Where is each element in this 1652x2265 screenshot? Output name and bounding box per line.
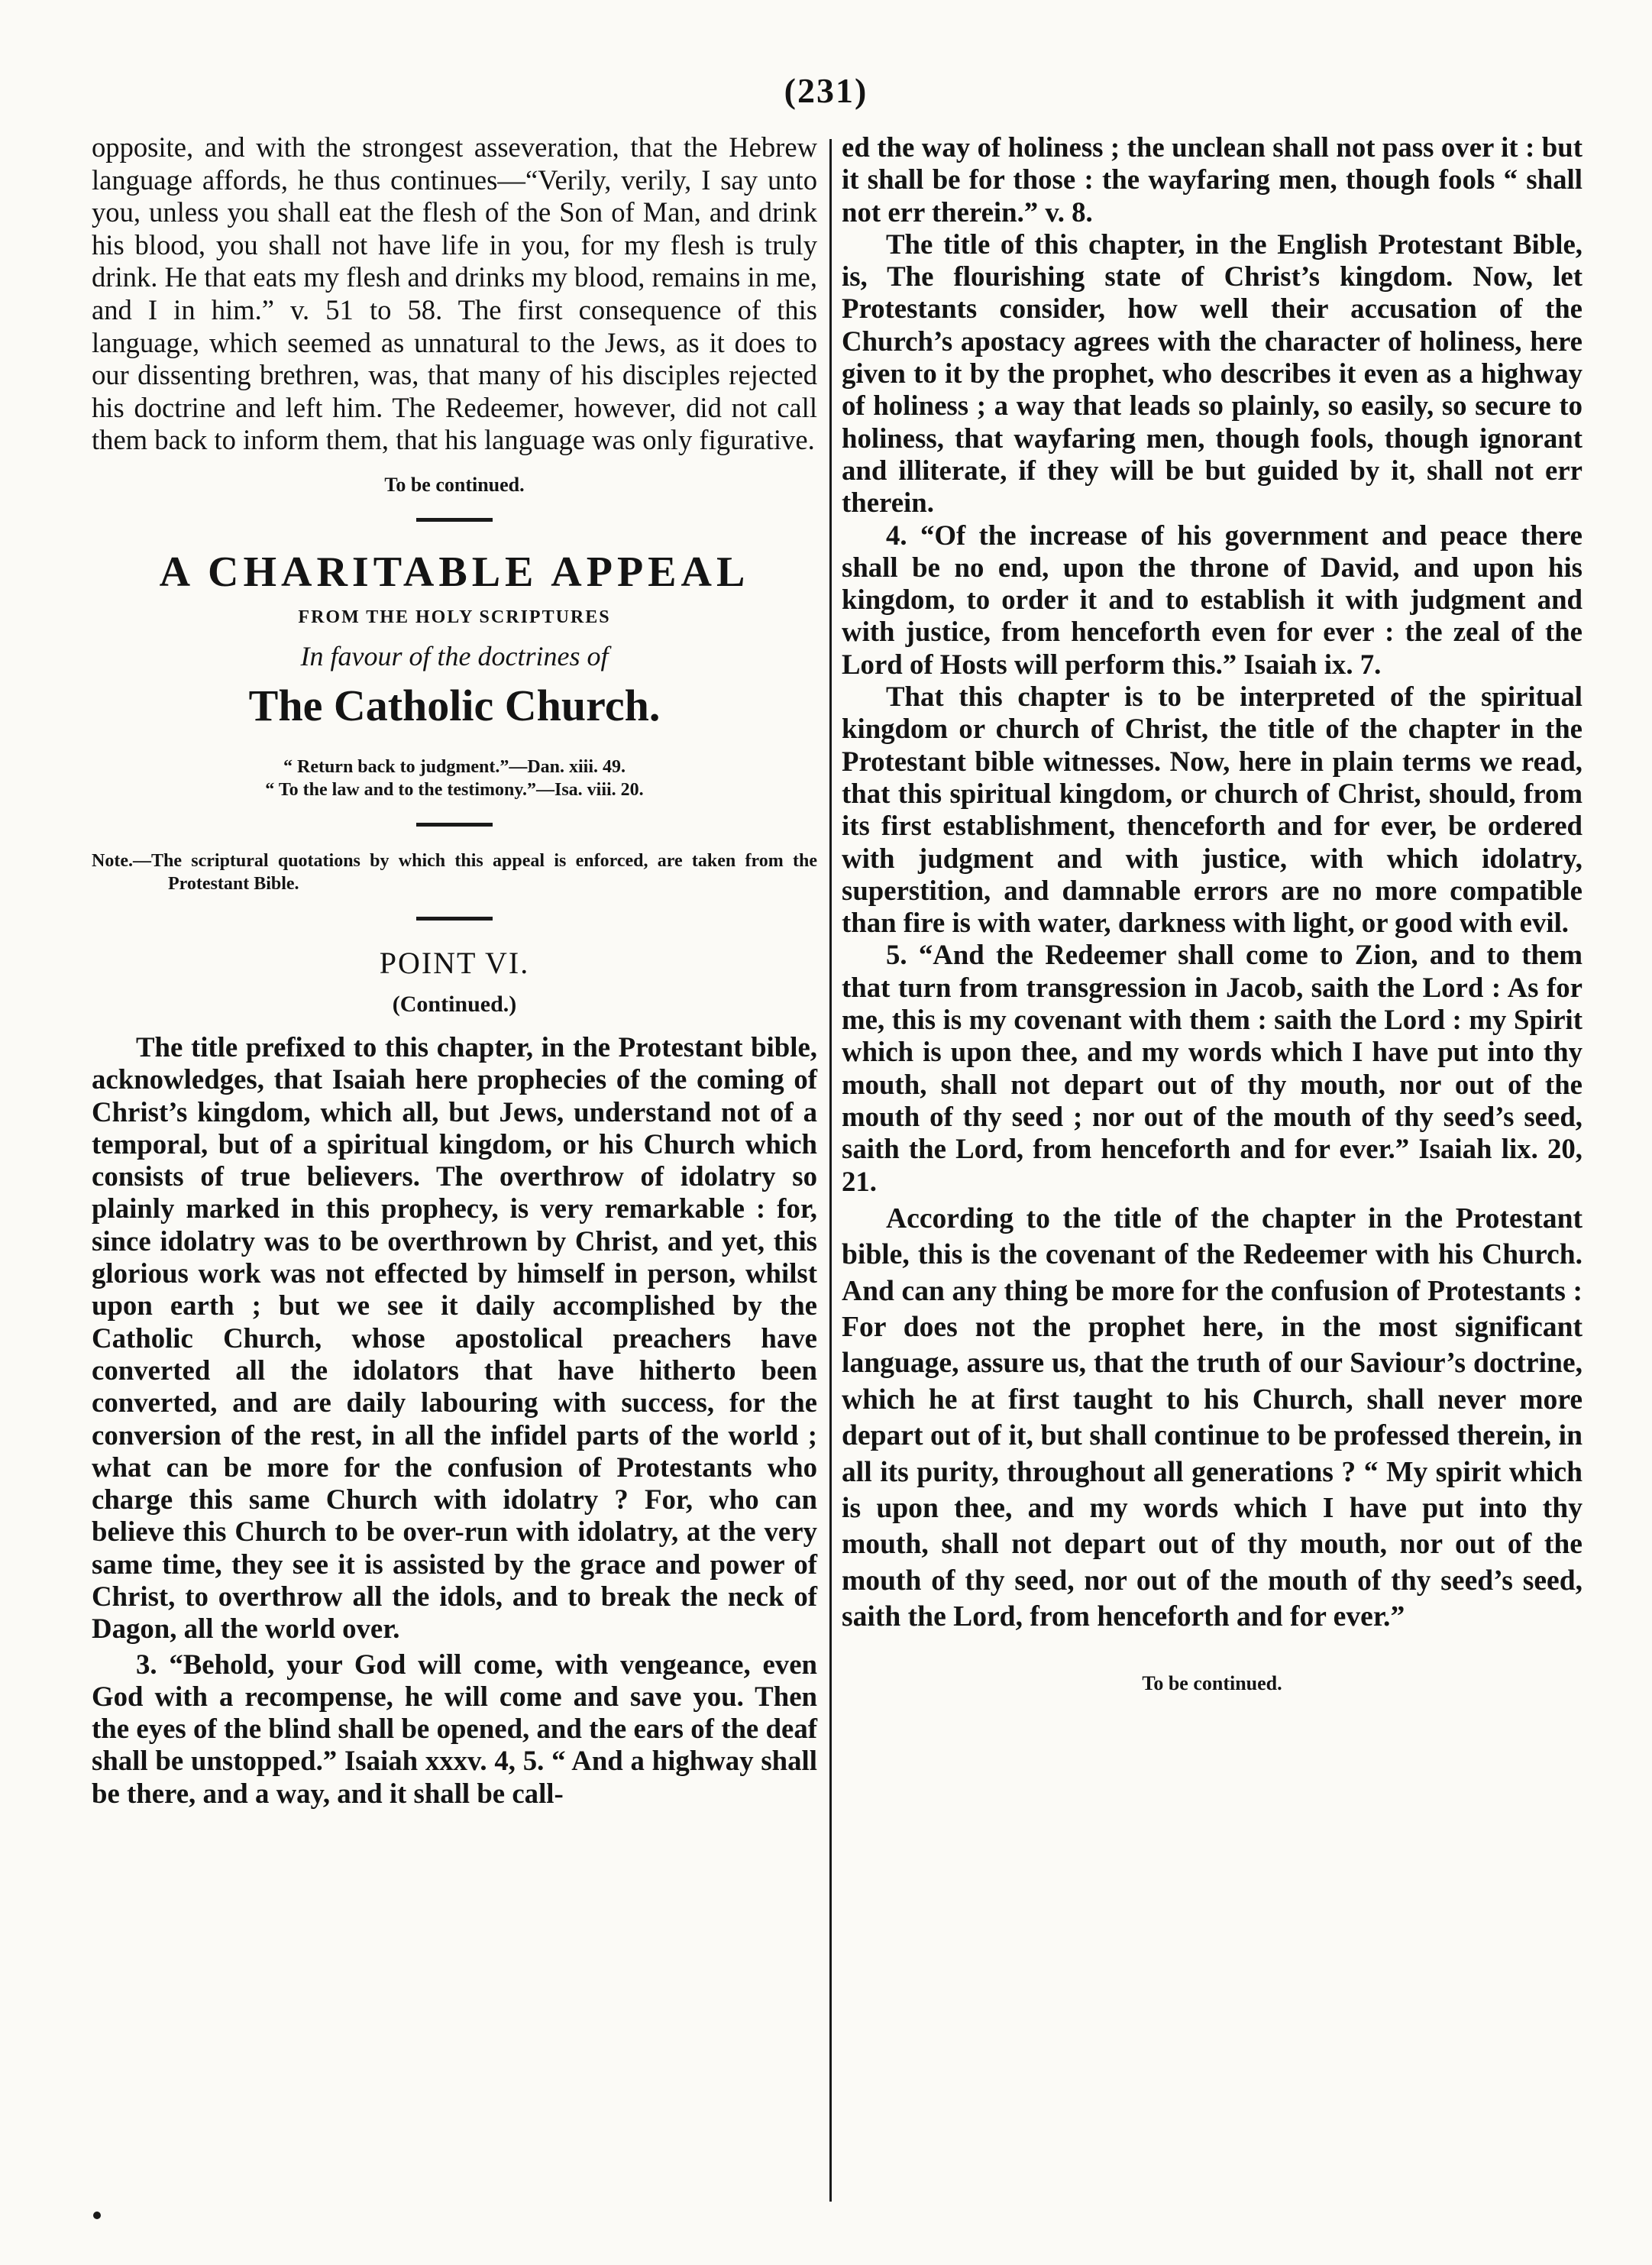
right-paragraph-5: 5. “And the Redeemer shall come to Zion, and to them that turn from transgression in Jacob, saith the Lord : As for me, this is my covenant with them : saith the Lord : my Spirit which is upon thee, and my words which I have put into thy mouth, shall not depart out of thy mouth, nor out of the mouth of thy seed ; nor out of the mouth of thy seed’s seed, saith the Lord, from henceforth and for ever.” Isaiah lix. 20, 21. <box>842 939 1582 1197</box>
point-heading: POINT VI. <box>379 945 530 980</box>
to-be-continued-note: To be continued. <box>1142 1671 1282 1694</box>
epigraph <box>92 756 817 801</box>
left-paragraph-1: opposite, and with the strongest asseveration, that the Hebrew language affords, he thus continues—“Verily, verily, I say unto you, unless you shall eat the flesh of the Son of Man, and drink his blood, you shall not have life in you, for my flesh is truly drink. He that eats my flesh and drinks my blood, remains in me, and I in him.” v. 51 to 58. The first consequence of this language, which seemed as unnatural to the Jews, as it does to our dissenting brethren, was, that many of his disciples rejected his doctrine and left him. The Redeemer, however, did not call them back to inform them, that his language was only figurative. <box>92 131 817 456</box>
point-subheading: (Continued.) <box>392 991 517 1017</box>
section-rule <box>416 518 493 522</box>
right-paragraph-6: According to the title of the chapter in the Protestant bible, this is the covenant of the Redeemer with his Church. And can any thing be more for the confusion of Protestants : For does not the prophet here, in the most significant language, assure us, that the truth of our Saviour’s doctrine, which he at first taught to his Church, shall never more depart out of it, but shall continue to be professed therein, in all its purity, throughout all generations ? “ My spirit which is upon thee, and my words which I have put into thy mouth, shall not depart out of thy mouth, nor out of the mouth of thy seed, nor out of the mouth of thy seed’s seed, saith the Lord, from henceforth and for ever.” <box>842 1202 1582 1633</box>
epigraph-line-1: “ Return back to judgment.”—Dan. xiii. 49. <box>283 756 626 777</box>
right-paragraph-2: The title of this chapter, in the English Protestant Bible, is, The flourishing state of Christ’s kingdom. Now, let Protestants consider, how well their accusation of the Church’s apostacy agrees with the character of holiness, here given to it by the prophet, who describes it even as a highway of holiness ; a way that leads so plainly, so easily, so secure to holiness, that wayfaring men, though fools, though ignorant and illiterate, if they will be but guided by it, shall not err therein. <box>842 228 1582 519</box>
to-be-continued-note: To be continued. <box>384 473 525 496</box>
left-paragraph-3: 3. “Behold, your God will come, with vengeance, even God with a recompense, he will come and save you. Then the eyes of the blind shall be opened, and the ears of the deaf shall be unstopped.” Isaiah xxxv. 4, 5. “ And a highway shall be there, and a way, and it shall be call- <box>92 1648 817 1809</box>
right-paragraph-1: ed the way of holiness ; the unclean shall not pass over it : but it shall be for those : the wayfaring men, though fools “ shall not err therein.” v. 8. <box>842 131 1582 228</box>
epigraph-line-2: “ To the law and to the testimony.”—Isa. viii. 20. <box>265 779 644 800</box>
appeal-favour-line: In favour of the doctrines of <box>300 640 609 671</box>
appeal-church-title: The Catholic Church. <box>248 680 661 730</box>
right-paragraph-3: 4. “Of the increase of his government and peace there shall be no end, upon the throne of David, and upon his kingdom, to order it and to establish it with judgment and with justice, from henceforth even for ever : the zeal of the Lord of Hosts will perform this.” Isaiah ix. 7. <box>842 519 1582 680</box>
appeal-title: A CHARITABLE APPEAL <box>159 548 750 596</box>
right-column <box>842 131 1582 2209</box>
editorial-note: Note.—The scriptural quotations by which this appeal is enforced, are taken from the Protestant Bible. <box>92 850 817 894</box>
left-column <box>92 131 817 2209</box>
appeal-subtitle: FROM THE HOLY SCRIPTURES <box>298 607 611 627</box>
section-rule <box>416 917 493 921</box>
column-divider <box>829 139 832 2202</box>
section-rule <box>416 823 493 827</box>
page-number: (231) <box>784 71 868 110</box>
left-paragraph-2: The title prefixed to this chapter, in the Protestant bible, acknowledges, that Isaiah here prophecies of the coming of Christ’s kingdom, which all, but Jews, understand not of a temporal, but of a spiritual kingdom, or his Church which consists of true believers. The overthrow of idolatry so plainly marked in this prophecy, is very remarkable : for, since idolatry was to be overthrown by Christ, and yet, this glorious work was not effected by himself in person, whilst upon earth ; but we see it daily accomplished by the Catholic Church, whose apostolical preachers have converted all the idolators that have hitherto been converted, and are daily labouring with success, for the conversion of the rest, in all the infidel parts of the world ; what can be more for the confusion of Protestants who charge this same Church with idolatry ? For, who can believe this Church to be over-run with idolatry, at the very same time, they see it is assisted by the grace and power of Christ, to overthrow all the idols, and to break the neck of Dagon, all the world over. <box>92 1031 817 1645</box>
printer-mark <box>93 2212 101 2219</box>
right-paragraph-4: That this chapter is to be interpreted of the spiritual kingdom or church of Christ, the title of the chapter in the Protestant bible witnesses. Now, here in plain terms we read, that this spiritual kingdom, or church of Christ, should, from its first establishment, thenceforth and for ever, be ordered with judgment and with justice, with which idolatry, superstition, and damnable errors are no more compatible than fire is with water, darkness with light, or good with evil. <box>842 681 1582 939</box>
